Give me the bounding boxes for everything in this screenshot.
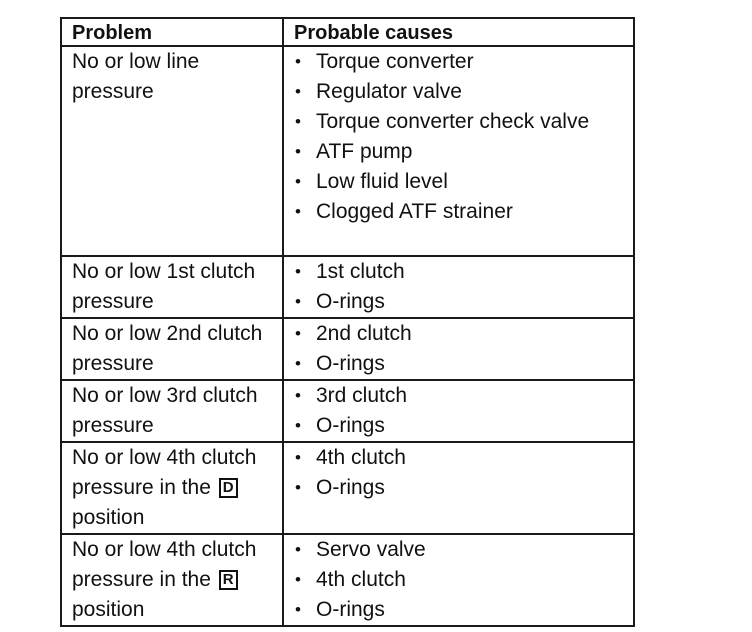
problem-cell (61, 442, 283, 534)
problem-cell (61, 534, 283, 626)
cause-item: • Torque converter (294, 47, 633, 77)
troubleshooting-table (60, 17, 635, 627)
causes-cell (283, 46, 634, 256)
gear-position-badge: D (219, 478, 238, 498)
header-row (61, 18, 634, 46)
problem-cell (61, 318, 283, 380)
problem-text: No or low 3rd clutch pressure (72, 384, 258, 437)
table-row (61, 256, 634, 318)
table-row (61, 380, 634, 442)
cause-item: • Clogged ATF strainer (294, 197, 633, 227)
table-row (61, 318, 634, 380)
problem-text-suffix: position (72, 506, 145, 529)
causes-list (294, 319, 633, 379)
cause-item: • 3rd clutch (294, 381, 633, 411)
cause-item: • 4th clutch (294, 565, 633, 595)
problem-text: No or low 2nd clutch pressure (72, 322, 263, 375)
problem-text: No or low 4th clutch pressure in the (72, 446, 257, 499)
gear-position-badge: R (219, 570, 238, 590)
cause-item: • O-rings (294, 411, 633, 441)
cause-item: • O-rings (294, 349, 633, 379)
table-row (61, 442, 634, 534)
cause-item: • 4th clutch (294, 443, 633, 473)
causes-cell (283, 380, 634, 442)
cause-item: • O-rings (294, 287, 633, 317)
causes-cell (283, 442, 634, 534)
problem-cell (61, 256, 283, 318)
cause-item: • 1st clutch (294, 257, 633, 287)
problem-cell (61, 46, 283, 256)
causes-list (294, 257, 633, 317)
causes-cell (283, 318, 634, 380)
causes-list (294, 535, 633, 625)
cause-item: • Low fluid level (294, 167, 633, 197)
problem-text: No or low 4th clutch pressure in the (72, 538, 257, 591)
cause-item: • Servo valve (294, 535, 633, 565)
problem-cell (61, 380, 283, 442)
causes-list (294, 381, 633, 441)
cause-item: • O-rings (294, 473, 633, 503)
problem-text-suffix: position (72, 598, 145, 621)
cause-item: • O-rings (294, 595, 633, 625)
problem-text: No or low 1st clutch pressure (72, 260, 256, 313)
table-row (61, 46, 634, 256)
cause-item: • Torque converter check valve (294, 107, 633, 137)
table-row (61, 534, 634, 626)
table-body (61, 46, 634, 626)
header-probable-causes: Probable causes (283, 18, 634, 46)
causes-cell (283, 256, 634, 318)
header-problem: Problem (61, 18, 283, 46)
causes-cell (283, 534, 634, 626)
cause-item: • Regulator valve (294, 77, 633, 107)
cause-item: • ATF pump (294, 137, 633, 167)
causes-list (294, 47, 633, 227)
problem-text: No or low line pressure (72, 50, 200, 103)
cause-item: • 2nd clutch (294, 319, 633, 349)
causes-list (294, 443, 633, 503)
